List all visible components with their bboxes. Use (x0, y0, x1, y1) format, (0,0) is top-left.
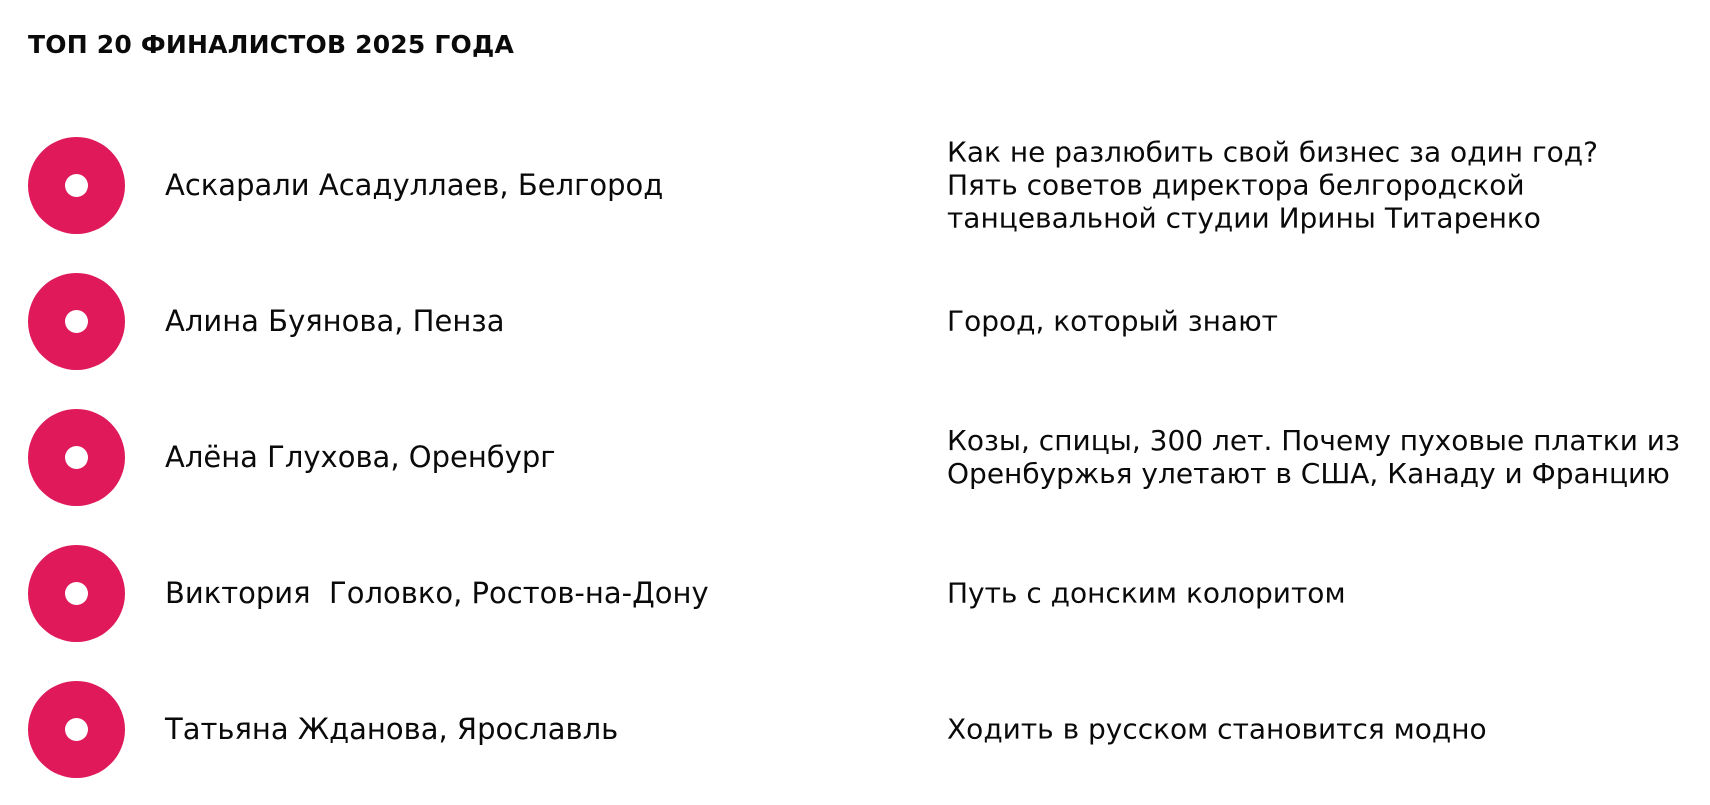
article-title (947, 713, 1688, 746)
circle-bullet-icon (28, 137, 125, 234)
bullet-center-dot (65, 718, 88, 741)
bullet-center-dot (65, 582, 88, 605)
circle-bullet-icon (28, 273, 125, 370)
bullet-center-dot (65, 310, 88, 333)
article-title-line: Козы, спицы, 300 лет. Почему пуховые платки из (947, 424, 1680, 457)
finalist-row (28, 409, 1688, 509)
bullet-center-dot (65, 174, 88, 197)
finalist-row (28, 545, 1688, 645)
article-title-line: Город, который знают (947, 304, 1278, 338)
article-title-line: Оренбуржья улетают в США, Канаду и Францию (947, 457, 1670, 490)
bullet-center-dot (65, 446, 88, 469)
article-title-line: Путь с донским колоритом (947, 576, 1346, 610)
article-title-line: танцевальной студии Ирины Титаренко (947, 201, 1541, 235)
article-title-line: Пять советов директора белгородской (947, 168, 1525, 202)
finalist-name: Алёна Глухова, Оренбург (165, 440, 556, 474)
article-title (947, 424, 1688, 490)
article-title (947, 577, 1688, 610)
article-title-line: Как не разлюбить свой бизнес за один год? (947, 135, 1598, 169)
article-title (947, 136, 1688, 235)
circle-bullet-icon (28, 409, 125, 506)
finalist-name: Алина Буянова, Пенза (165, 304, 505, 338)
circle-bullet-icon (28, 681, 125, 778)
finalist-row (28, 137, 1688, 237)
finalist-name: Аскарали Асадуллаев, Белгород (165, 168, 664, 202)
finalist-name: Виктория Головко, Ростов-на-Дону (165, 576, 709, 610)
finalist-name: Татьяна Жданова, Ярославль (165, 712, 619, 746)
finalist-row (28, 273, 1688, 373)
circle-bullet-icon (28, 545, 125, 642)
article-title-line: Ходить в русском становится модно (947, 712, 1487, 746)
article-title (947, 305, 1688, 338)
finalist-row (28, 681, 1688, 781)
page-title: ТОП 20 ФИНАЛИСТОВ 2025 ГОДА (28, 30, 514, 59)
